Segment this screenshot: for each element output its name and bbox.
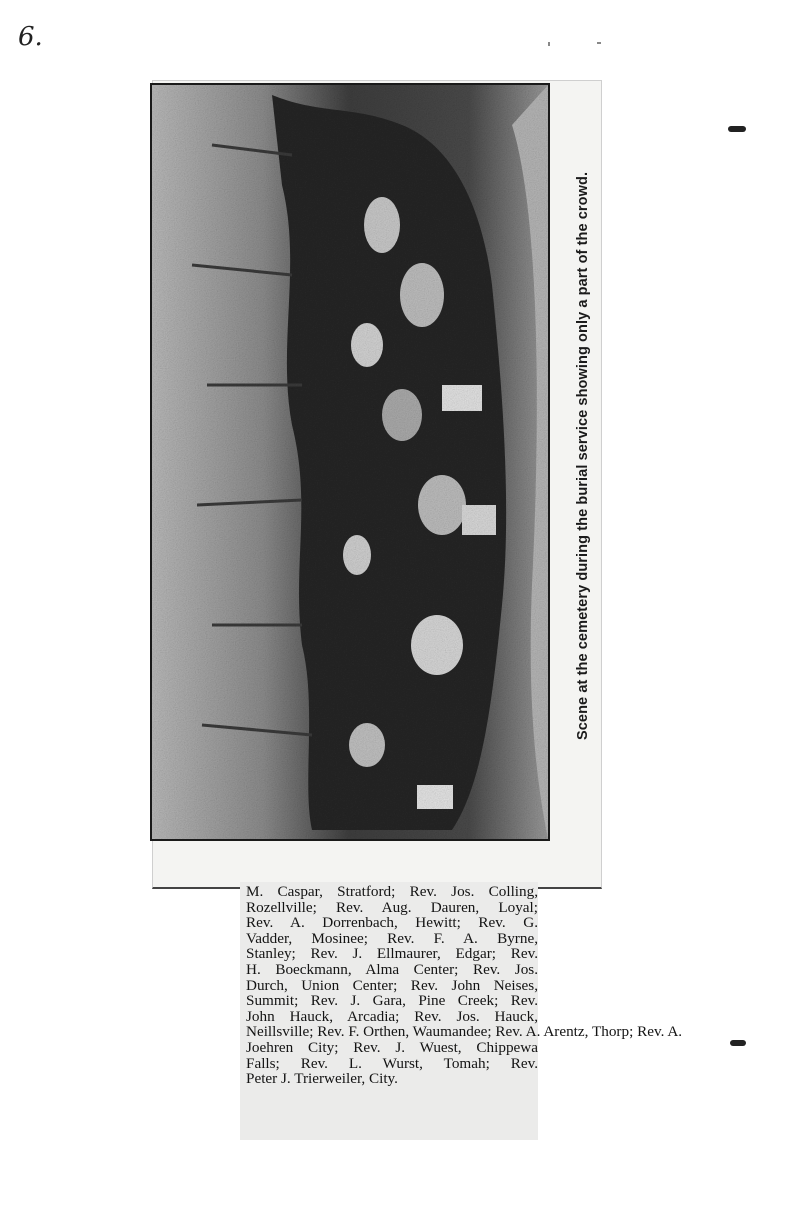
photo-caption-text: Scene at the cemetery during the burial service showing only a part of the crowd.	[575, 171, 591, 740]
scan-speck	[597, 42, 601, 44]
clergy-list-line: Joehren City; Rev. J. Wuest, Chippewa	[246, 1038, 538, 1056]
clergy-list-line: Falls; Rev. L. Wurst, Tomah; Rev.	[246, 1054, 538, 1072]
clergy-list-line: Rev. A. Dorrenbach, Hewitt; Rev. G.	[246, 914, 538, 932]
cemetery-crowd-photo	[150, 83, 550, 841]
clergy-list-line: John Hauck, Arcadia; Rev. Jos. Hauck,	[246, 1007, 538, 1025]
clergy-list-line: M. Caspar, Stratford; Rev. Jos. Colling,	[246, 883, 538, 900]
binding-mark-top	[728, 126, 746, 132]
scan-speck	[548, 42, 550, 46]
binding-mark-bottom	[730, 1040, 746, 1046]
page-number: 6.	[18, 22, 43, 52]
clergy-list-line: Stanley; Rev. J. Ellmaurer, Edgar; Rev.	[246, 945, 538, 963]
clergy-list-line: Summit; Rev. J. Gara, Pine Creek; Rev.	[246, 992, 538, 1010]
clergy-list-line: Vadder, Mosinee; Rev. F. A. Byrne,	[246, 929, 538, 947]
clergy-list-line: Peter J. Trierweiler, City.	[246, 1070, 398, 1088]
clergy-list-line: Durch, Union Center; Rev. John Neises,	[246, 976, 538, 994]
photo-caption	[572, 171, 594, 740]
clergy-list-line: Neillsville; Rev. F. Orthen, Waumandee; Rev. A. Arentz, Thorp; Rev. A.	[246, 1023, 683, 1041]
clergy-list-line: Rozellville; Rev. Aug. Dauren, Loyal;	[246, 898, 538, 916]
clergy-list-line: H. Boeckmann, Alma Center; Rev. Jos.	[246, 960, 538, 978]
clergy-list	[246, 883, 683, 1088]
